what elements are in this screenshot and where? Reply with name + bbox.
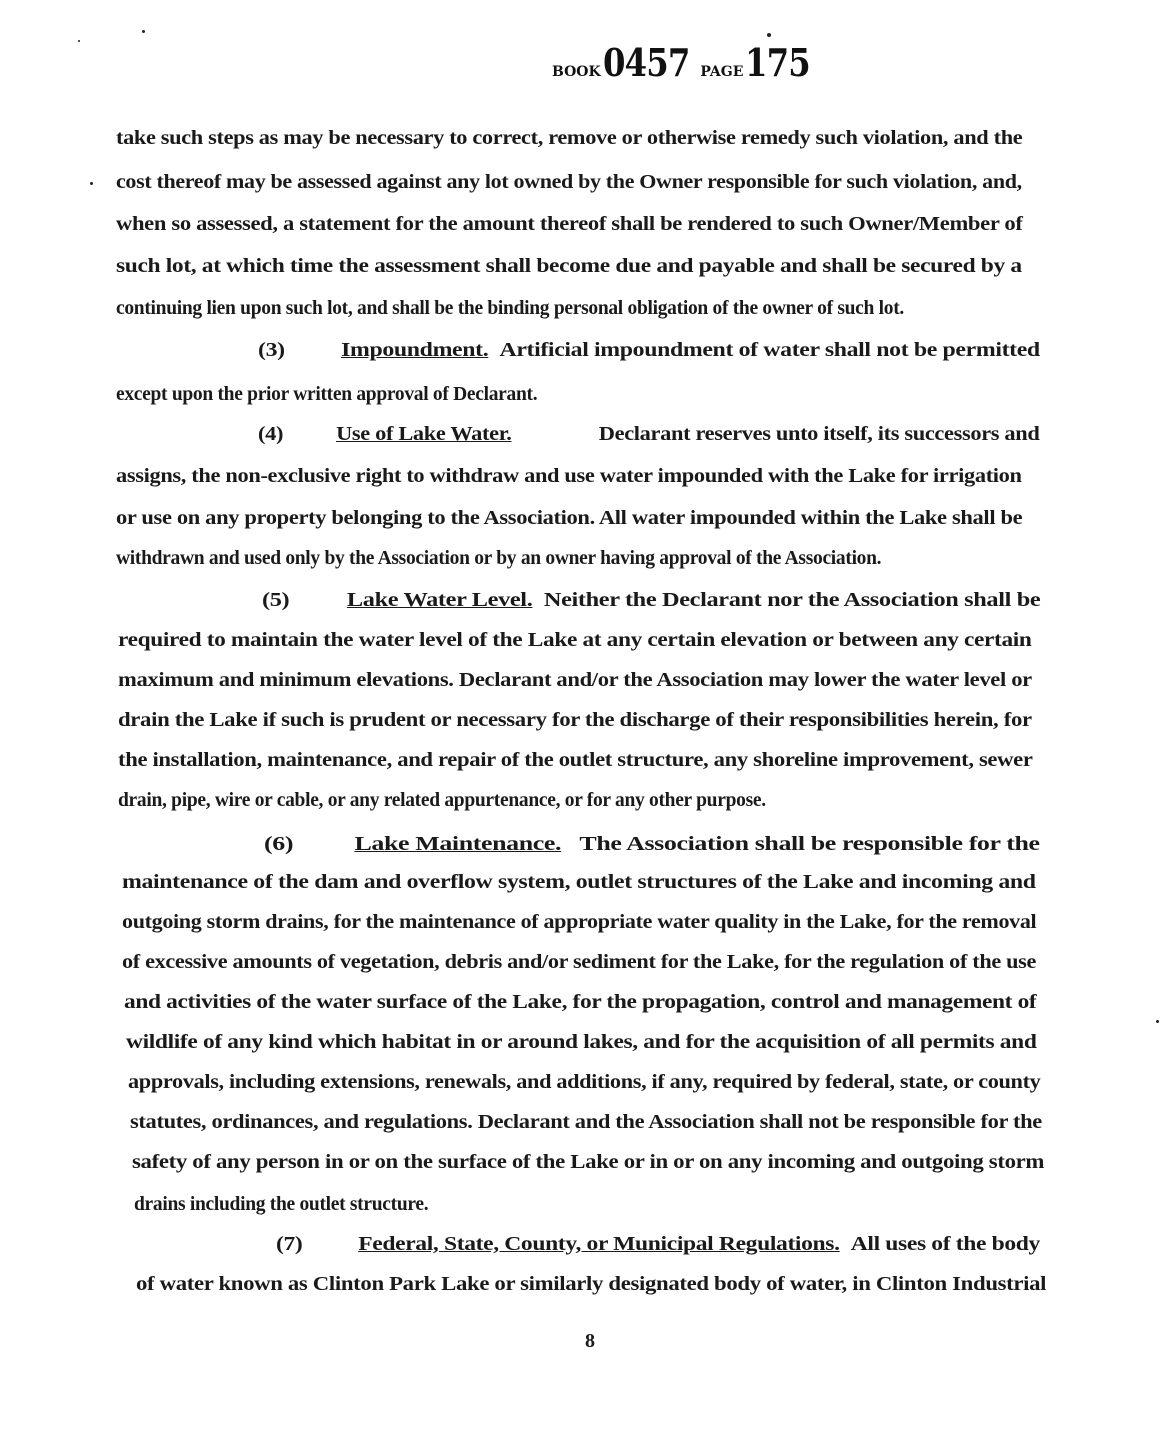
body-line: drain the Lake if such is prudent or necessary for the discharge of their responsibilities herein, for [118,710,1032,731]
body-line: assigns, the non-exclusive right to withdraw and use water impounded with the Lake for irrigation [116,466,1022,487]
body-line: wildlife of any kind which habitat in or around lakes, and for the acquisition of all permits and [126,1032,1037,1053]
section-text: The Association shall be responsible for the [579,834,1040,855]
section-text: Declarant reserves unto itself, its successors and [598,424,1040,445]
section-4-first-line [258,424,1039,446]
body-line: outgoing storm drains, for the maintenance of appropriate water quality in the Lake, for the removal [122,912,1037,933]
section-heading: Lake Water Level. [346,590,533,611]
section-number: (7) [276,1234,303,1255]
scan-speck [78,40,80,42]
scan-speck [767,33,771,37]
scan-speck [142,30,145,33]
body-line: such lot, at which time the assessment shall become due and payable and shall be secured by a [116,256,1022,277]
body-line: required to maintain the water level of the Lake at any certain elevation or between any certain [118,630,1032,651]
body-line: except upon the prior written approval of Declarant. [116,384,538,405]
section-3-first-line [258,340,1040,362]
body-line: maintenance of the dam and overflow system, outlet structures of the Lake and incoming and [122,872,1036,893]
page-header [552,40,822,85]
section-5-first-line [262,590,1040,612]
body-line: and activities of the water surface of the Lake, for the propagation, control and management of [124,992,1037,1013]
section-number: (4) [258,424,284,445]
body-line: when so assessed, a statement for the amount thereof shall be rendered to such Owner/Member of [116,214,1023,235]
section-number: (6) [264,834,294,855]
section-number: (3) [258,340,285,361]
section-7-first-line [276,1234,1040,1256]
body-line: of excessive amounts of vegetation, debris and/or sediment for the Lake, for the regulation of the use [122,952,1037,973]
recording-page-number: 175 [745,40,811,85]
body-line: safety of any person in or on the surface of the Lake or in or on any incoming and outgoing storm [132,1152,1045,1173]
body-line: withdrawn and used only by the Association or by an owner having approval of the Association. [116,548,882,569]
section-text: Neither the Declarant nor the Association shall be [543,590,1041,611]
section-number: (5) [262,590,290,611]
section-heading: Use of Lake Water. [336,424,512,445]
body-line: maximum and minimum elevations. Declarant and/or the Association may lower the water level or [118,670,1032,691]
section-heading: Impoundment. [341,340,489,361]
body-line: the installation, maintenance, and repair of the outlet structure, any shoreline improvement, sewer [118,750,1033,771]
body-line: approvals, including extensions, renewals, and additions, if any, required by federal, state, or county [128,1072,1041,1093]
book-number: 0457 [602,40,690,85]
section-text: All uses of the body [850,1234,1040,1255]
scan-speck [90,182,93,185]
body-line: continuing lien upon such lot, and shall be the binding personal obligation of the owner of such lot. [116,298,904,319]
section-heading: Federal, State, County, or Municipal Regulations. [358,1234,840,1255]
body-line: cost thereof may be assessed against any lot owned by the Owner responsible for such violation, and, [116,172,1022,193]
page-label: PAGE [700,64,744,80]
body-line: of water known as Clinton Park Lake or similarly designated body of water, in Clinton Industrial [136,1274,1047,1295]
page-number: 8 [585,1330,595,1352]
book-label: BOOK [552,64,601,80]
section-text: Artificial impoundment of water shall not be permitted [499,340,1040,361]
body-line: statutes, ordinances, and regulations. Declarant and the Association shall not be responsible for the [130,1112,1042,1133]
section-6-first-line [264,834,1040,856]
body-line: drains including the outlet structure. [134,1194,429,1215]
section-heading: Lake Maintenance. [354,834,562,855]
body-line: take such steps as may be necessary to correct, remove or otherwise remedy such violation, and the [116,128,1023,149]
body-line: drain, pipe, wire or cable, or any related appurtenance, or for any other purpose. [118,790,766,811]
scan-speck [1156,1020,1159,1023]
body-line: or use on any property belonging to the Association. All water impounded within the Lake shall be [116,508,1023,529]
